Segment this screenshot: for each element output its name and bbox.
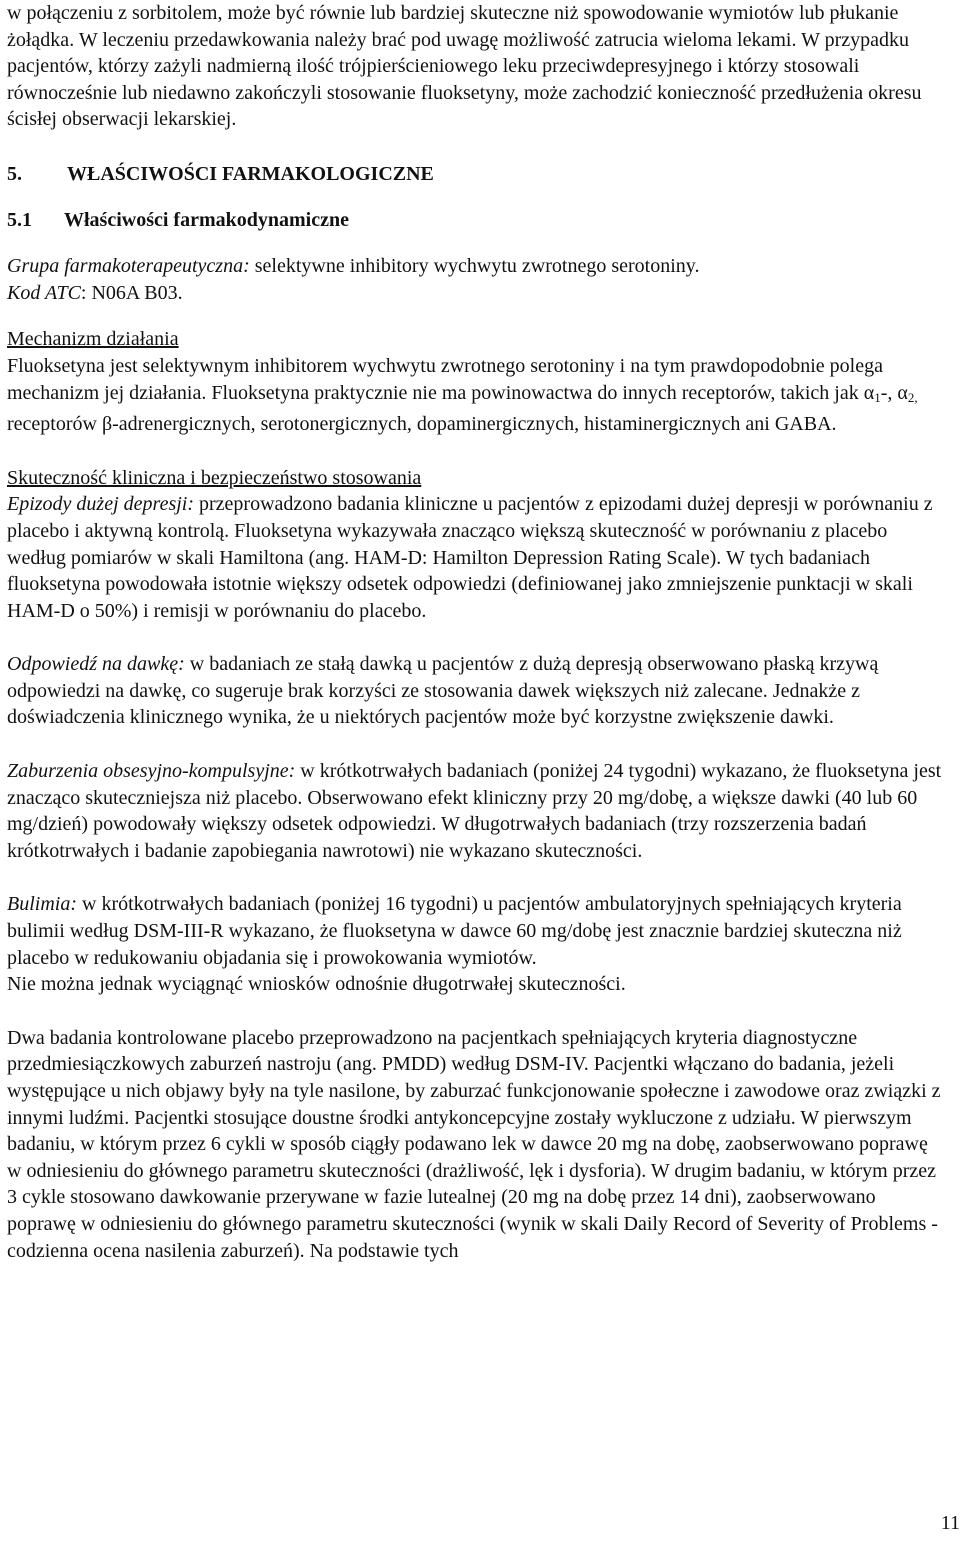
mechanism-text: Fluoksetyna jest selektywnym inhibitorem wychwytu zwrotnego serotoniny i na tym prawdopodobnie polega mechanizm jej działania. Fluoksetyna praktycznie nie ma powinowactwa do innych receptorów, takich jak — [7, 354, 883, 404]
alpha-symbol: α — [863, 381, 875, 404]
mechanism-text: receptorów — [7, 413, 102, 436]
alpha-symbol: α — [897, 381, 908, 404]
atc-text: : N06A B03. — [80, 281, 183, 304]
ocd-text: w krótkotrwałych badaniach (poniżej 24 tygodni) wykazano, że fluoksetyna jest znacząco skuteczniejsza niż placebo. Obserwowano efekt kliniczny przy 20 mg/dobę, a większe dawki (40 lub 60 mg/dzień) powodowały większy odsetek odpowiedzi. W długotrwałych badaniach (trzy rozszerzenia badań krótkotrwałych i badanie zapobiegania nawrotowi) nie wykazano skuteczności. — [7, 760, 942, 862]
overdose-paragraph: w połączeniu z sorbitolem, może być równie lub bardziej skuteczne niż spowodowanie wymiotów lub płukanie żołądka. W leczeniu przedawkowania należy brać pod uwagę możliwość zatrucia wieloma lekami. W przypadku pacjentów, którzy zażyli nadmierną ilość trójpierścieniowego leku przeciwdepresyjnego i którzy stosowali równocześnie lub niedawno zakończyli stosowanie fluoksetyny, może zachodzić konieczność przedłużenia okresu ścisłej obserwacji lekarskiej. — [7, 2, 922, 131]
page-number: 11 — [940, 1512, 960, 1534]
depression-text: przeprowadzono badania kliniczne u pacjentów z epizodami dużej depresji w porównaniu z placebo i aktywną kontrolą. Fluoksetyna wykazywała znacząco większą skuteczność w porównaniu z placebo według pomiarów w skali Hamiltona (ang. HAM-D: Hamilton Depression Rating Scale). W tych badaniach fluoksetyna powodowała istotnie większy odsetek odpowiedzi (definiowanej jako zmniejszenie punktacji w skali HAM-D o 50%) i remisji w porównaniu do placebo. — [7, 493, 933, 622]
ocd-paragraph — [7, 758, 944, 864]
section-5-1-heading — [7, 207, 944, 234]
bulimia-note: Nie można jednak wyciągnąć wniosków odnośnie długotrwałej skuteczności. — [7, 973, 626, 996]
pharmacotherapeutic-group — [7, 253, 944, 280]
mechanism-text: -adrenergicznych, serotonergicznych, dopaminergicznych, histaminergicznych ani GABA. — [112, 413, 837, 436]
group-label: Grupa farmakoterapeutyczna: — [7, 255, 250, 278]
beta-symbol: β — [101, 413, 113, 436]
atc-label: Kod ATC — [7, 281, 81, 304]
ocd-label: Zaburzenia obsesyjno-kompulsyjne: — [7, 760, 296, 783]
efficacy-heading: Skuteczność kliniczna i bezpieczeństwo stosowania — [7, 466, 422, 489]
mechanism-paragraph — [7, 353, 944, 438]
dose-response-paragraph — [7, 651, 944, 731]
bulimia-text: w krótkotrwałych badaniach (poniżej 16 tygodni) u pacjentów ambulatoryjnych spełniających kryteria bulimii według DSM-III-R wykazano, że fluoksetyna w dawce 60 mg/dobę jest znacznie bardziej skuteczna niż placebo w redukowaniu objadania się i prowokowania wymiotów. — [7, 893, 902, 969]
pmdd-paragraph: Dwa badania kontrolowane placebo przeprowadzono na pacjentkach spełniających kryteria diagnostyczne przedmiesiączkowych zaburzeń nastroju (ang. PMDD) według DSM-IV. Pacjentki włączano do badania, jeżeli występujące u nich objawy były na tyle nasilone, by zaburzać funkcjonowanie społeczne i zawodowe oraz związki z innymi ludźmi. Pacjentki stosujące doustne środki antykoncepcyjne zostały wykluczone z udziału. W pierwszym badaniu, w którym przez 6 cykli w sposób ciągły podawano lek w dawce 20 mg na dobę, zaobserwowano poprawę w odniesieniu do głównego parametru skuteczności (drażliwość, lęk i dysforia). W drugim badaniu, w którym przez 3 cykle stosowano dawkowanie przerywane w fazie lutealnej (20 mg na dobę przez 14 dni), zaobserwowano poprawę w odniesieniu do głównego parametru skuteczności (wynik w skali Daily Record of Severity of Problems - codzienna ocena nasilenia zaburzeń). Na podstawie tych — [7, 1026, 941, 1262]
section-5-heading — [7, 161, 944, 188]
group-text: selektywne inhibitory wychwytu zwrotnego serotoniny. — [249, 255, 700, 278]
section-number: 5.1 — [7, 208, 32, 231]
alpha-subscript: 1 — [874, 389, 881, 405]
dose-response-label: Odpowiedź na dawkę: — [7, 653, 185, 676]
section-title: Właściwości farmakodynamiczne — [64, 208, 349, 231]
depression-label: Epizody dużej depresji: — [7, 493, 195, 516]
section-number: 5. — [7, 162, 22, 185]
dose-response-text: w badaniach ze stałą dawką u pacjentów z dużą depresją obserwowano płaską krzywą odpowiedzi na dawkę, co sugeruje brak korzyści ze stosowania dawek większych niż zalecane. Jednakże z doświadczenia klinicznego wynika, że u niektórych pacjentów może być korzystne zwiększenie dawki. — [7, 653, 879, 729]
bulimia-paragraph — [7, 891, 944, 971]
mechanism-separator: -, — [880, 381, 898, 404]
mechanism-heading: Mechanizm działania — [7, 328, 179, 351]
section-title: WŁAŚCIWOŚCI FARMAKOLOGICZNE — [67, 162, 434, 185]
alpha-subscript: 2, — [907, 389, 918, 405]
atc-code — [7, 280, 944, 307]
depression-paragraph — [7, 491, 944, 624]
bulimia-label: Bulimia: — [7, 893, 77, 916]
